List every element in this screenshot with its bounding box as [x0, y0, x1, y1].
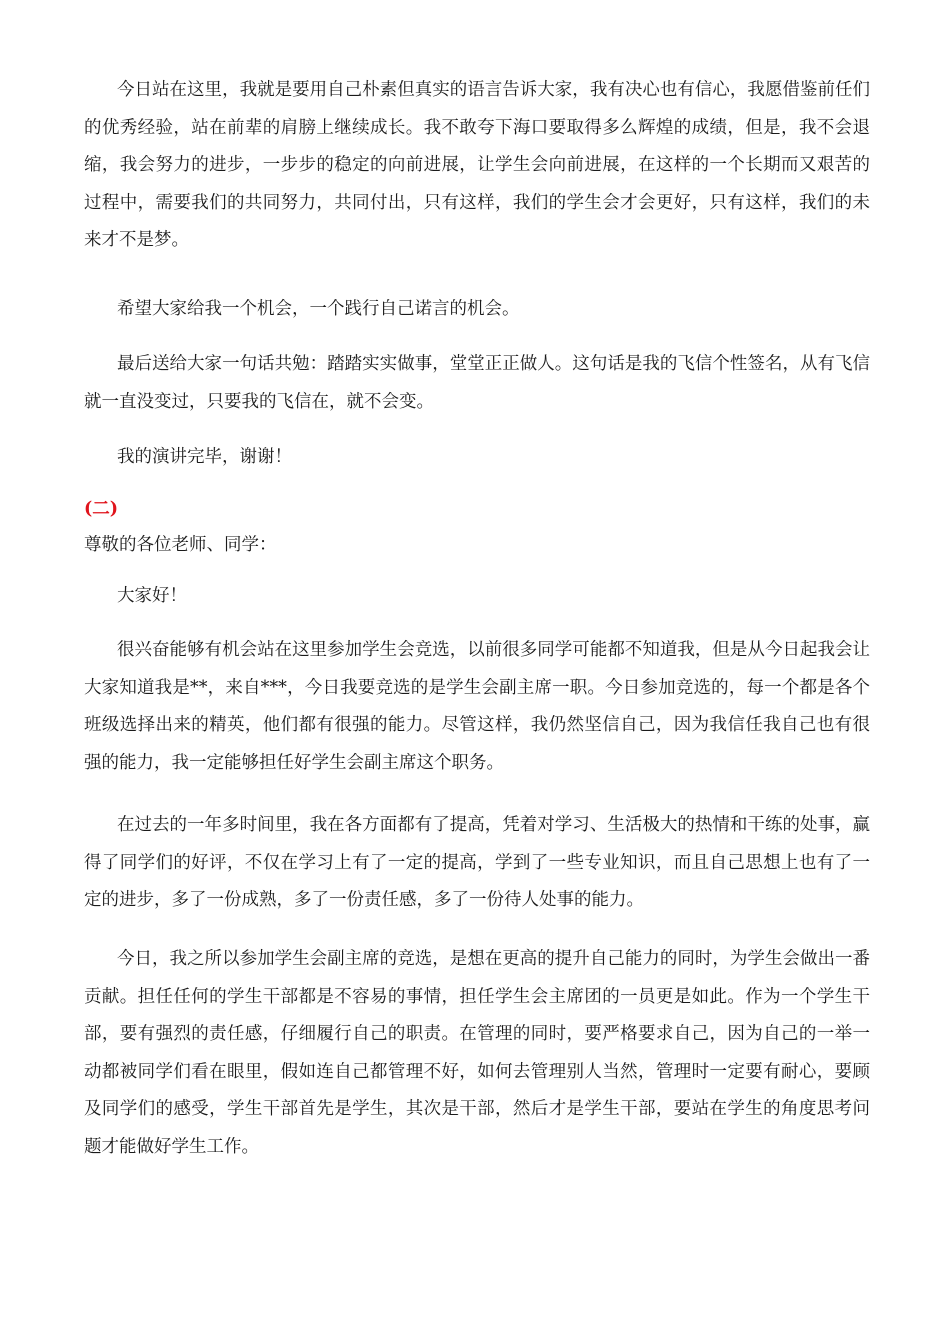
salutation: 尊敬的各位老师、同学：	[84, 535, 277, 555]
section-heading: (二)	[84, 499, 119, 519]
paragraph-resolve: 今日站在这里，我就是要用自己朴素但真实的语言告诉大家，我有决心也有信心，我愿借鉴前任们的优秀经验，站在前辈的肩膀上继续成长。我不敢夸下海口要取得多么辉煌的成绩，但是，我不会退缩，我会努力的进步，一步步的稳定的向前进展，让学生会向前进展，在这样的一个长期而又艰苦的过程中，需要我们的共同努力，共同付出，只有这样，我们的学生会才会更好，只有这样，我们的未来才不是梦。	[84, 80, 870, 250]
paragraph-request-chance: 希望大家给我一个机会，一个践行自己诺言的机会。	[117, 299, 520, 319]
paragraph-motto: 最后送给大家一句话共勉：踏踏实实做事，堂堂正正做人。这句话是我的飞信个性签名，从有飞信就一直没变过，只要我的飞信在，就不会变。	[84, 354, 870, 412]
paragraph-motivation: 今日，我之所以参加学生会副主席的竞选，是想在更高的提升自己能力的同时，为学生会做出一番贡献。担任任何的学生干部都是不容易的事情，担任学生会主席团的一员更是如此。作为一个学生干部，要有强烈的责任感，仔细履行自己的职责。在管理的同时，要严格要求自己，因为自己的一举一动都被同学们看在眼里，假如连自己都管理不好，如何去管理别人当然，管理时一定要有耐心，要顾及同学们的感受，学生干部首先是学生，其次是干部，然后才是学生干部，要站在学生的角度思考问题才能做好学生工作。	[84, 949, 870, 1157]
paragraph-past-year: 在过去的一年多时间里，我在各方面都有了提高，凭着对学习、生活极大的热情和干练的处事，赢得了同学们的好评，不仅在学习上有了一定的提高，学到了一些专业知识，而且自己思想上也有了一定的进步，多了一份成熟，多了一份责任感，多了一份待人处事的能力。	[84, 815, 870, 910]
paragraph-introduction: 很兴奋能够有机会站在这里参加学生会竞选，以前很多同学可能都不知道我，但是从今日起我会让大家知道我是**，来自***，今日我要竞选的是学生会副主席一职。今日参加竞选的，每一个都是各个班级选择出来的精英，他们都有很强的能力。尽管这样，我仍然坚信自己，因为我信任我自己也有很强的能力，我一定能够担任好学生会副主席这个职务。	[84, 640, 870, 773]
paragraph-closing: 我的演讲完毕，谢谢！	[117, 447, 292, 467]
paragraph-greeting: 大家好！	[117, 586, 187, 606]
